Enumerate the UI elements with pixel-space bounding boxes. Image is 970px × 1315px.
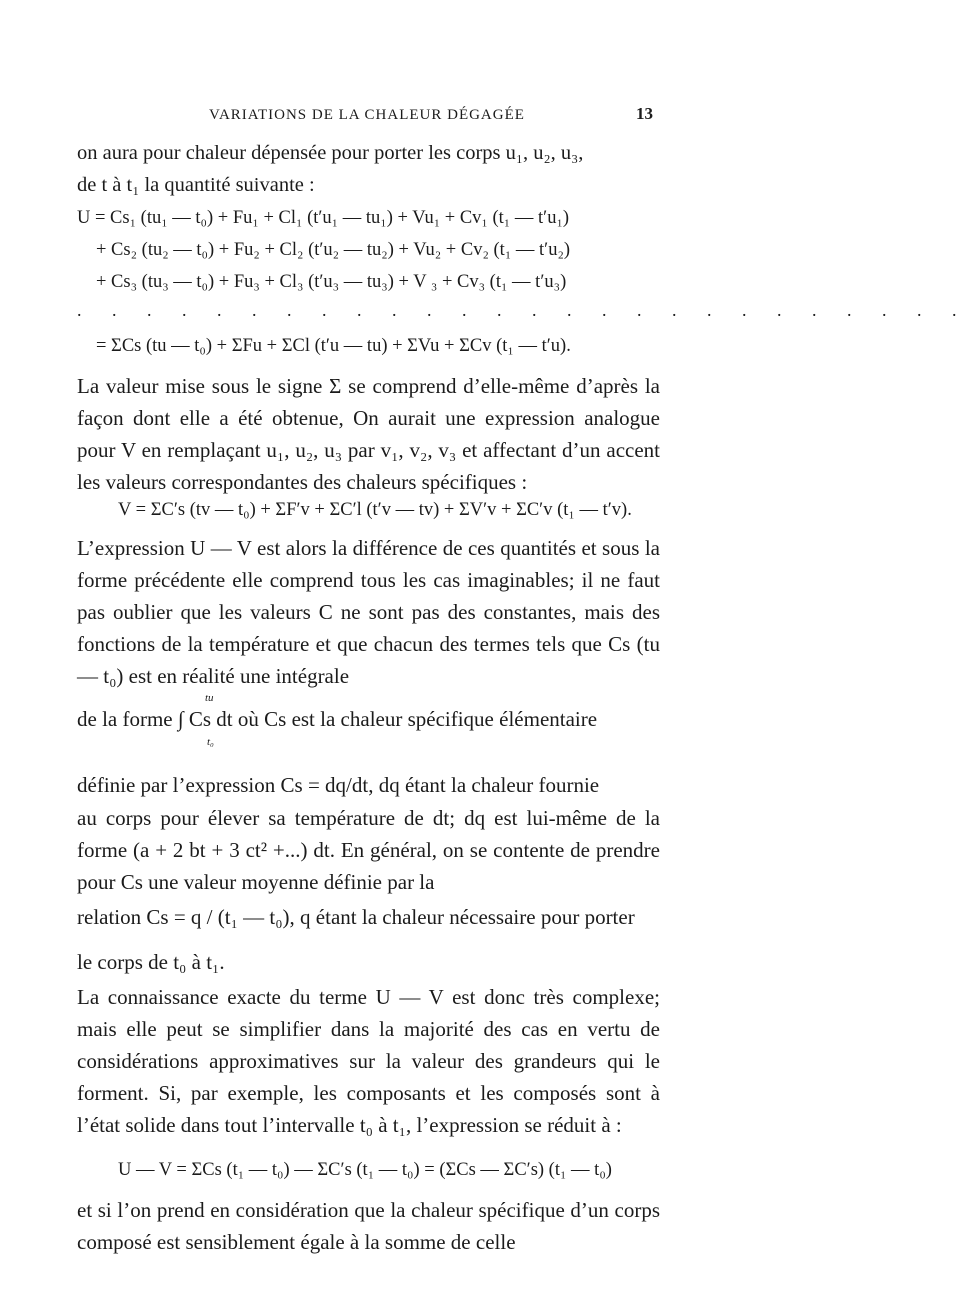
equation-u-minus-v: U — V = ΣCs (t₁ — t₀) — ΣC′s (t₁ — t₀) = (ΣCs — ΣC′s) (t₁ — t₀) [118,1160,612,1180]
definition-line: définie par l’expression Cs = dq/dt, dq étant la chaleur fournie [77,773,600,797]
equation-ellipsis: . . . . . . . . . . . . . . . . . . . . . . . . . . [77,300,970,320]
relation-line: relation Cs = q / (t₁ — t₀), q étant la chaleur nécessaire pour porter [77,905,635,929]
running-title: VARIATIONS DE LA CHALEUR DÉGAGÉE [209,107,525,123]
paragraph-2: L’expression U — V est alors la différence de ces quantités et sous la forme précédente elle comprend tous les cas imaginables; il ne faut pas oublier que les valeurs C ne sont pas des constantes, mais des fonctions de la température et que chacun des termes tels que Cs (tu — t₀) est en réalité une intégrale [77,536,660,688]
intro-line-2: de t à t₁ la quantité suivante : [77,174,315,196]
paragraph-2-continued: au corps pour élever sa température de dt; dq est lui-même de la forme (a + 2 bt + 3 ct² +...) dt. En général, on se contente de prendre pour Cs une valeur moyenne définie par la [77,806,660,894]
equation-u-line-2: + Cs₂ (tu₂ — t₀) + Fu₂ + Cl₂ (t′u₂ — tu₂) + Vu₂ + Cv₂ (t₁ — t′u₂) [96,240,571,260]
integral-line: de la forme ∫ Cs dt où Cs est la chaleur spécifique élémentaire [77,707,598,731]
page-number: 13 [636,104,653,123]
paragraph-1: La valeur mise sous le signe Σ se comprend d’elle-même d’après la façon dont elle a été obtenue, On aurait une expression analogue pour V en remplaçant u₁, u₂, u₃ par v₁, v₂, v₃ et affectant d’un accent les valeurs correspondantes des chaleurs spécifiques : [77,374,660,494]
equation-u-sum: = ΣCs (tu — t₀) + ΣFu + ΣCl (t′u — tu) + ΣVu + ΣCv (t₁ — t′u). [96,336,571,356]
equation-u-line-1: U = Cs₁ (tu₁ — t₀) + Fu₁ + Cl₁ (t′u₁ — tu₁) + Vu₁ + Cv₁ (t₁ — t′u₁) [77,208,570,228]
paragraph-2-end: le corps de t₀ à t₁. [77,950,225,974]
intro-line-1: on aura pour chaleur dépensée pour porter les corps u₁, u₂, u₃, [77,142,584,164]
equation-v: V = ΣC′s (tv — t₀) + ΣF′v + ΣC′l (t′v — tv) + ΣV′v + ΣC′v (t₁ — t′v). [118,500,632,520]
paragraph-3: La connaissance exacte du terme U — V est donc très complexe; mais elle peut se simplifier dans la majorité des cas en vertu de considérations approximatives sur la valeur des grandeurs qui le forment. Si, par exemple, les composants et les composés sont à l’état solide dans tout l’intervalle t₀ à t₁, l’expression se réduit à : [77,985,660,1137]
paragraph-4: et si l’on prend en considération que la chaleur spécifique d’un corps composé est sensiblement égale à la somme de celle [77,1198,660,1254]
integral-upper-bound: tu [205,692,214,704]
integral-lower-bound: t₀ [207,736,214,748]
equation-u-line-3: + Cs₃ (tu₃ — t₀) + Fu₃ + Cl₃ (t′u₃ — tu₃) + V ₃ + Cv₃ (t₁ — t′u₃) [96,272,567,292]
